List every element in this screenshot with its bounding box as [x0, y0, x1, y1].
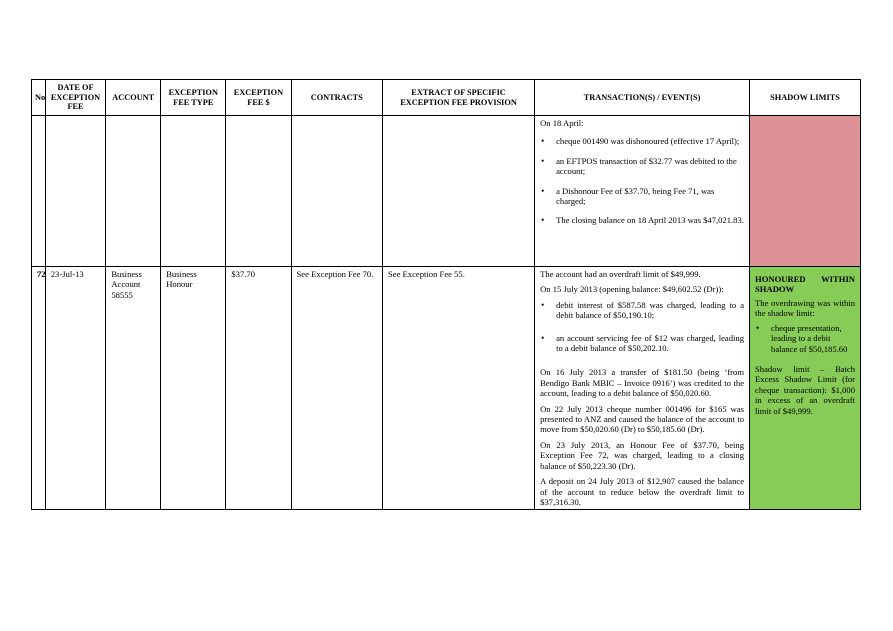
exception-fee-table — [31, 79, 861, 510]
cell-extract: See Exception Fee 55. — [383, 267, 535, 510]
header-date: DATE OF EXCEPTION FEE — [45, 80, 106, 116]
cell-contracts: See Exception Fee 70. — [291, 267, 382, 510]
cell-account — [106, 116, 161, 267]
shadow-list — [755, 323, 855, 354]
shadow-title: HONOURED WITHIN SHADOW — [755, 274, 855, 294]
cell-account: Business Account 58555 — [106, 267, 161, 510]
header-fee-type: EXCEPTION FEE TYPE — [161, 80, 226, 116]
header-row — [32, 80, 861, 116]
header-contracts: CONTRACTS — [291, 80, 382, 116]
cell-contracts — [291, 116, 382, 267]
list-item: • cheque 001490 was dishonoured (effective 17 April); — [540, 136, 744, 146]
shadow-limit-cell — [750, 116, 861, 267]
cell-extract — [383, 116, 535, 267]
cell-fee-amount — [226, 116, 291, 267]
cell-fee-amount: $37.70 — [226, 267, 291, 510]
cell-date: 23-Jul-13 — [45, 267, 106, 510]
cell-date — [45, 116, 106, 267]
list-item: • The closing balance on 18 April 2013 was $47,021.83. — [540, 215, 744, 225]
header-fee-amount: EXCEPTION FEE $ — [226, 80, 291, 116]
header-extract: EXTRACT OF SPECIFIC EXCEPTION FEE PROVISION — [383, 80, 535, 116]
transaction-paragraph: The account had an overdraft limit of $49,999. — [540, 269, 701, 279]
shadow-intro: The overdrawing was within the shadow limit: — [755, 298, 855, 319]
transaction-paragraph: A deposit on 24 July 2013 of $12,907 caused the balance of the account to reduce below the overdraft limit to $37,316.30. — [540, 476, 745, 507]
cell-no: 72 — [32, 267, 46, 510]
list-item: • debit interest of $587.58 was charged, leading to a debit balance of $50,190.10; — [540, 300, 744, 321]
header-shadow-limits: SHADOW LIMITS — [750, 80, 861, 116]
table-row — [32, 116, 861, 267]
cell-transactions — [535, 267, 750, 510]
shadow-limit-cell — [750, 267, 861, 510]
transaction-paragraph: On 16 July 2013 a transfer of $181.50 (being ‘from Bendigo Bank MBIC – Invoice 0916’) was credited to the account, leading to a debit balance of $50,020.60. — [540, 367, 745, 399]
header-no: No — [32, 80, 46, 116]
list-item: • an account servicing fee of $12 was charged, leading to a debit balance of $50,202.10. — [540, 333, 744, 354]
transaction-paragraph: On 23 July 2013, an Honour Fee of $37.70, being Exception Fee 72, was charged, leading to a closing balance of $50,223.30 (Dr). — [540, 439, 745, 471]
cell-transactions — [535, 116, 750, 267]
transaction-paragraph: On 22 July 2013 cheque number 001496 for $165 was presented to ANZ and caused the balance of the account to move from $50,020.60 (Dr) to $50,185.60 (Dr). — [540, 403, 745, 435]
transaction-list — [540, 300, 744, 354]
transaction-paragraph: On 15 July 2013 (opening balance: $49,602.52 (Dr)): — [540, 284, 724, 295]
shadow-limit-text: Shadow limit – Batch Excess Shadow Limit (for cheque transaction): $1,000 in excess of an overdraft limit of $49,999. — [755, 364, 855, 416]
table-row — [32, 267, 861, 510]
cell-no — [32, 116, 46, 267]
header-account: ACCOUNT — [106, 80, 161, 116]
transaction-list — [540, 136, 744, 225]
list-item: • cheque presentation, leading to a debit balance of $50,185.60 — [755, 323, 855, 354]
header-transactions: TRANSACTION(S) / EVENT(S) — [535, 80, 750, 116]
list-item: • a Dishonour Fee of $37.70, being Fee 71, was charged; — [540, 186, 744, 207]
transaction-intro: On 18 April: — [540, 118, 584, 128]
cell-fee-type — [161, 116, 226, 267]
list-item: • an EFTPOS transaction of $32.77 was debited to the account; — [540, 156, 744, 177]
cell-fee-type: Business Honour — [161, 267, 226, 510]
